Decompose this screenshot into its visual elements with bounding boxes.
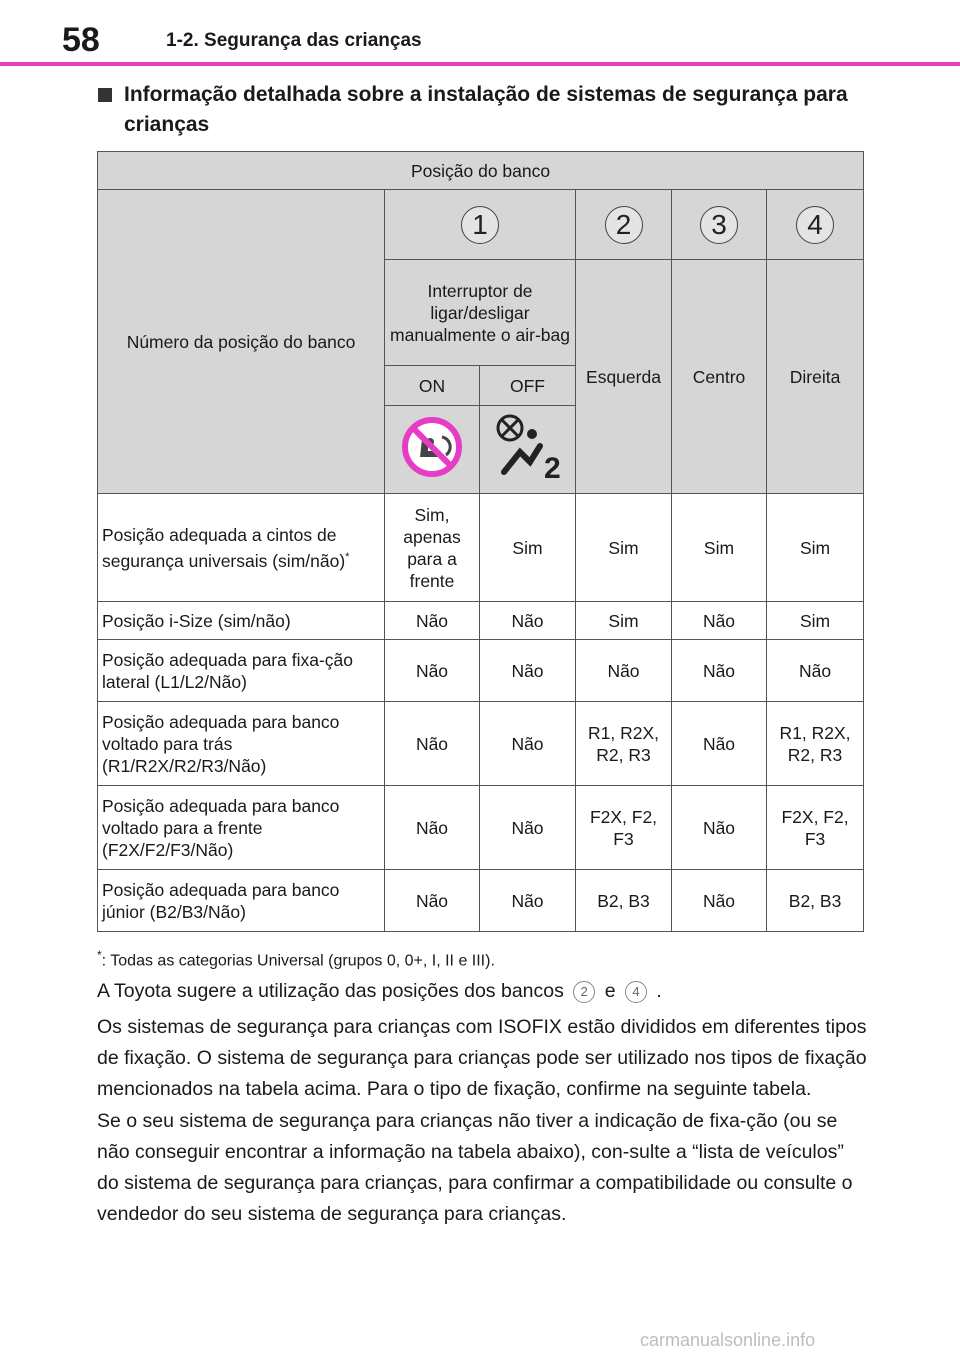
seat-4-number: 4	[796, 206, 834, 244]
row-header: Número da posição do banco	[98, 190, 385, 494]
table-cell: Não	[385, 870, 480, 932]
position-header: Posição do banco	[98, 152, 864, 190]
suggestion-end: .	[656, 980, 662, 1002]
table-cell: Sim, apenas para a frente	[385, 494, 480, 602]
table-cell: Não	[385, 640, 480, 702]
seat-1-header	[385, 190, 576, 260]
section-title: 1-2. Segurança das crianças	[166, 30, 422, 51]
table-cell: Não	[576, 640, 672, 702]
table-cell: Sim	[576, 494, 672, 602]
seat-2-icon: 2	[573, 981, 595, 1003]
table-cell: Não	[385, 786, 480, 870]
table-row	[98, 702, 864, 786]
table-cell: Não	[480, 602, 576, 640]
table-row	[98, 786, 864, 870]
watermark: carmanualsonline.info	[640, 1330, 816, 1350]
airbag-off-icon-cell	[480, 406, 576, 494]
seat-suggestion	[97, 977, 877, 1005]
table-row	[98, 640, 864, 702]
row-label: Posição adequada para fixa-ção lateral (L1/L2/Não)	[98, 640, 385, 702]
table-cell: R1, R2X, R2, R3	[767, 702, 864, 786]
table-cell: Não	[480, 870, 576, 932]
table-cell: Não	[480, 640, 576, 702]
table-cell: B2, B3	[576, 870, 672, 932]
table-cell: Não	[480, 786, 576, 870]
table-row	[98, 494, 864, 602]
row-label: Posição adequada para banco voltado para trás (R1/R2X/R2/R3/Não)	[98, 702, 385, 786]
table-cell: Sim	[672, 494, 767, 602]
table-cell: B2, B3	[767, 870, 864, 932]
table-cell: F2X, F2, F3	[576, 786, 672, 870]
footnote	[97, 943, 495, 973]
table-cell: Não	[480, 702, 576, 786]
footnote-mark: *	[345, 550, 350, 563]
table-cell: F2X, F2, F3	[767, 786, 864, 870]
switch-off: OFF	[480, 366, 576, 406]
child-seat-prohibited-icon-cell	[385, 406, 480, 494]
suggestion-and: e	[604, 980, 616, 1002]
seat-2-header	[576, 190, 672, 260]
col-esquerda: Esquerda	[576, 260, 672, 494]
page-number: 58	[62, 21, 100, 59]
svg-text:2: 2	[543, 452, 561, 482]
row-label: Posição adequada para banco voltado para a frente (F2X/F2/F3/Não)	[98, 786, 385, 870]
seat-2-number: 2	[605, 206, 643, 244]
table-cell: Não	[672, 702, 767, 786]
col-centro: Centro	[672, 260, 767, 494]
table-cell: Não	[672, 640, 767, 702]
table-cell: Não	[385, 702, 480, 786]
table-cell: Não	[385, 602, 480, 640]
col-direita: Direita	[767, 260, 864, 494]
section-heading	[98, 80, 878, 140]
table-cell: Sim	[480, 494, 576, 602]
table-row	[98, 870, 864, 932]
compatibility-paragraph: Se o seu sistema de segurança para crianças não tiver a indicação de fixa-ção (ou se não conseguir encontrar a informação na tabela abaixo), con-sulte a “lista de veículos” do sistema de segurança para crianças, para confirmar a compatibilidade ou consulte o vendedor do seu sistema de segurança para crianças.	[97, 1109, 853, 1226]
table-cell: Sim	[767, 602, 864, 640]
seat-3-header	[672, 190, 767, 260]
heading-text: Informação detalhada sobre a instalação de sistemas de segurança para crianças	[124, 83, 848, 136]
airbag-off-passenger-icon	[490, 412, 566, 482]
isofix-paragraph: Os sistemas de segurança para crianças com ISOFIX estão divididos em diferentes tipos de fixação. O sistema de segurança para crianças pode ser utilizado nos tipos de fixação mencionados na tabela acima. Para o tipo de fixação, confirme na seguinte tabela.	[97, 1016, 867, 1101]
footnote-text: : Todas as categorias Universal (grupos 0, 0+, I, II e III).	[101, 952, 495, 970]
switch-on: ON	[385, 366, 480, 406]
table-cell: Não	[767, 640, 864, 702]
seat-position-table	[97, 151, 864, 932]
header-rule	[0, 62, 960, 66]
table-cell: Sim	[767, 494, 864, 602]
table-cell: R1, R2X, R2, R3	[576, 702, 672, 786]
row-label-universal	[98, 494, 385, 602]
table-cell: Sim	[576, 602, 672, 640]
table-cell: Não	[672, 786, 767, 870]
child-seat-prohibited-icon	[400, 415, 464, 479]
row-label-text: Posição adequada a cintos de segurança universais (sim/não)	[102, 524, 346, 571]
row-label: Posição adequada para banco júnior (B2/B3/Não)	[98, 870, 385, 932]
seat-1-number: 1	[461, 206, 499, 244]
seat-3-number: 3	[700, 206, 738, 244]
suggestion-text: A Toyota sugere a utilização das posições dos bancos	[97, 980, 564, 1002]
row-label: Posição i-Size (sim/não)	[98, 602, 385, 640]
table-cell: Não	[672, 602, 767, 640]
seat-4-header	[767, 190, 864, 260]
airbag-switch-header: Interruptor de ligar/desligar manualmente o air-bag	[385, 260, 576, 366]
seat-4-icon: 4	[625, 981, 647, 1003]
footnote-star: *	[97, 948, 102, 962]
table-row	[98, 602, 864, 640]
table-cell: Não	[672, 870, 767, 932]
body-paragraphs	[97, 1012, 867, 1230]
heading-bullet	[98, 88, 112, 102]
